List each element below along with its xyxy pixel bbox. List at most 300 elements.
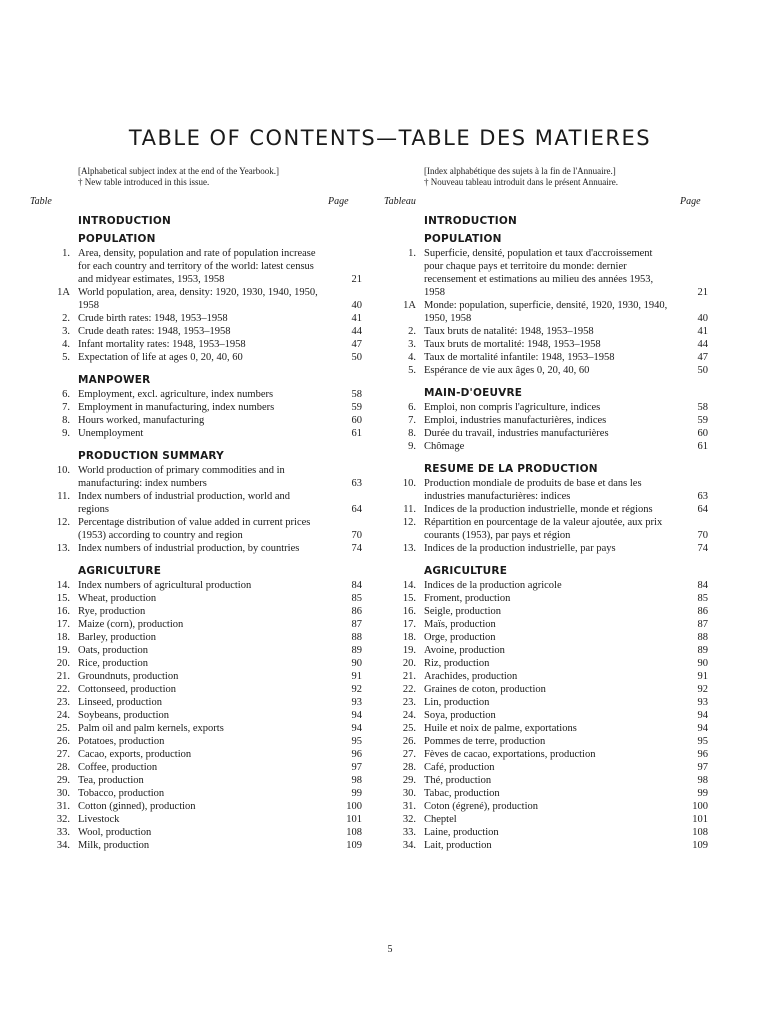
entry-number: 34. xyxy=(402,840,416,851)
toc-entry xyxy=(30,401,362,414)
entry-title: Cotton (ginned), production xyxy=(78,801,196,812)
entry-title: Unemployment xyxy=(78,428,144,439)
toc-entry xyxy=(376,542,708,555)
entry-title: Palm oil and palm kernels, exports xyxy=(78,723,224,734)
entry-number: 3. xyxy=(62,326,70,337)
entry-number: 4. xyxy=(408,352,416,363)
left-table-header: Table xyxy=(30,196,52,207)
entry-number: 27. xyxy=(402,749,416,760)
section-heading: AGRICULTURE xyxy=(78,565,162,577)
entry-number: 18. xyxy=(56,632,70,643)
toc-entry xyxy=(376,325,708,338)
entry-page: 63 xyxy=(351,478,362,489)
entry-page: 21 xyxy=(697,287,708,298)
toc-entry xyxy=(376,605,708,618)
entry-title: Wheat, production xyxy=(78,593,157,604)
toc-entry xyxy=(30,813,362,826)
section-heading: RESUME DE LA PRODUCTION xyxy=(424,463,598,475)
entry-title: Taux bruts de natalité: 1948, 1953–1958 xyxy=(424,326,594,337)
toc-entry xyxy=(376,748,708,761)
entry-page: 84 xyxy=(351,580,362,591)
entry-number: 23. xyxy=(56,697,70,708)
entry-number: 25. xyxy=(56,723,70,734)
toc-entry xyxy=(30,351,362,364)
entry-page: 59 xyxy=(351,402,362,413)
entry-number: 19. xyxy=(402,645,416,656)
entry-number: 5. xyxy=(408,365,416,376)
entry-page: 21 xyxy=(351,274,362,285)
entry-title: Livestock xyxy=(78,814,120,825)
toc-entry xyxy=(30,542,362,555)
entry-page: 85 xyxy=(351,593,362,604)
entry-page: 109 xyxy=(346,840,362,851)
entry-title: Milk, production xyxy=(78,840,150,851)
toc-entry xyxy=(30,670,362,683)
left-contents-column xyxy=(30,214,362,852)
toc-entry xyxy=(376,618,708,631)
entry-number: 22. xyxy=(402,684,416,695)
entry-page: 47 xyxy=(697,352,708,363)
entry-number: 32. xyxy=(402,814,416,825)
entry-number: 24. xyxy=(56,710,70,721)
toc-entry xyxy=(376,644,708,657)
entry-title: Cottonseed, production xyxy=(78,684,176,695)
toc-entry xyxy=(376,364,708,377)
entry-page: 40 xyxy=(697,313,708,324)
entry-page: 41 xyxy=(697,326,708,337)
toc-entry xyxy=(30,644,362,657)
toc-entry xyxy=(30,325,362,338)
entry-number: 31. xyxy=(402,801,416,812)
entry-number: 17. xyxy=(402,619,416,630)
entry-title: Rye, production xyxy=(78,606,146,617)
entry-page: 60 xyxy=(697,428,708,439)
entry-page: 86 xyxy=(351,606,362,617)
entry-number: 10. xyxy=(402,478,416,489)
entry-page: 88 xyxy=(351,632,362,643)
toc-entry xyxy=(30,605,362,618)
toc-entry xyxy=(376,401,708,414)
entry-page: 59 xyxy=(697,415,708,426)
entry-title: Barley, production xyxy=(78,632,157,643)
note-left xyxy=(78,166,358,188)
entry-title: Riz, production xyxy=(424,658,490,669)
entry-page: 93 xyxy=(351,697,362,708)
entry-page: 70 xyxy=(697,530,708,541)
entry-title: Coton (égrené), production xyxy=(424,801,539,812)
entry-title: Chômage xyxy=(424,441,465,452)
entry-title: Superficie, densité, population et taux d'accroissement pour chaque pays et territoire du monde: dernier recensement et estimations au milieu des années 1953, 1958 xyxy=(424,248,654,298)
toc-entry xyxy=(376,338,708,351)
entry-title: Maize (corn), production xyxy=(78,619,184,630)
entry-number: 13. xyxy=(56,543,70,554)
page-title: TABLE OF CONTENTS—TABLE DES MATIERES xyxy=(128,126,652,150)
entry-title: Index numbers of industrial production, world and regions xyxy=(78,491,290,515)
toc-entry xyxy=(376,516,708,542)
toc-entry xyxy=(376,477,708,503)
entry-page: 100 xyxy=(692,801,708,812)
note-right-index: [Index alphabétique des sujets à la fin de l'Annuaire.] xyxy=(424,166,616,176)
entry-page: 47 xyxy=(351,339,362,350)
entry-page: 108 xyxy=(346,827,362,838)
entry-page: 87 xyxy=(697,619,708,630)
entry-title: Soya, production xyxy=(424,710,496,721)
toc-entry xyxy=(30,427,362,440)
toc-entry xyxy=(376,247,708,299)
entry-page: 63 xyxy=(697,491,708,502)
toc-entry xyxy=(376,592,708,605)
entry-page: 98 xyxy=(351,775,362,786)
entry-title: Cacao, exports, production xyxy=(78,749,192,760)
entry-title: Groundnuts, production xyxy=(78,671,179,682)
toc-entry xyxy=(30,761,362,774)
entry-number: 7. xyxy=(62,402,70,413)
entry-page: 92 xyxy=(697,684,708,695)
toc-entry xyxy=(30,722,362,735)
entry-page: 50 xyxy=(351,352,362,363)
toc-entry xyxy=(376,800,708,813)
entry-title: Café, production xyxy=(424,762,495,773)
entry-number: 21. xyxy=(56,671,70,682)
entry-title: Monde: population, superficie, densité, 1920, 1930, 1940, 1950, 1958 xyxy=(424,300,668,324)
entry-title: Area, density, population and rate of population increase for each country and territory of the world: latest census and midyear estimates, 1953, 1958 xyxy=(78,248,316,285)
entry-title: Index numbers of industrial production, by countries xyxy=(78,543,300,554)
toc-entry xyxy=(30,618,362,631)
entry-number: 12. xyxy=(402,517,416,528)
toc-entry xyxy=(376,735,708,748)
entry-page: 96 xyxy=(697,749,708,760)
entry-page: 84 xyxy=(697,580,708,591)
section-heading: MANPOWER xyxy=(78,374,151,386)
entry-page: 44 xyxy=(351,326,362,337)
entry-page: 98 xyxy=(697,775,708,786)
toc-entry xyxy=(376,826,708,839)
entry-title: Espérance de vie aux âges 0, 20, 40, 60 xyxy=(424,365,590,376)
entry-number: 16. xyxy=(56,606,70,617)
entry-number: 29. xyxy=(56,775,70,786)
entry-page: 50 xyxy=(697,365,708,376)
entry-title: Fèves de cacao, exportations, production xyxy=(424,749,596,760)
entry-page: 90 xyxy=(697,658,708,669)
right-table-header: Tableau xyxy=(384,196,416,207)
entry-number: 4. xyxy=(62,339,70,350)
toc-entry xyxy=(30,839,362,852)
toc-entry xyxy=(30,735,362,748)
entry-number: 30. xyxy=(56,788,70,799)
toc-entry xyxy=(376,813,708,826)
entry-title: World population, area, density: 1920, 1930, 1940, 1950, 1958 xyxy=(78,287,318,311)
section-heading: AGRICULTURE xyxy=(424,565,508,577)
entry-number: 33. xyxy=(402,827,416,838)
entry-page: 61 xyxy=(697,441,708,452)
entry-page: 61 xyxy=(351,428,362,439)
entry-page: 108 xyxy=(692,827,708,838)
page-number: 5 xyxy=(387,944,393,955)
entry-number: 20. xyxy=(56,658,70,669)
section-heading: INTRODUCTION xyxy=(424,215,517,227)
entry-page: 70 xyxy=(351,530,362,541)
entry-title: Taux de mortalité infantile: 1948, 1953–1958 xyxy=(424,352,615,363)
toc-entry xyxy=(30,388,362,401)
entry-number: 26. xyxy=(402,736,416,747)
entry-number: 14. xyxy=(402,580,416,591)
entry-number: 34. xyxy=(56,840,70,851)
toc-entry xyxy=(30,709,362,722)
toc-entry xyxy=(30,247,362,286)
entry-title: Tobacco, production xyxy=(78,788,165,799)
entry-title: Employment in manufacturing, index numbers xyxy=(78,402,275,413)
entry-title: Crude birth rates: 1948, 1953–1958 xyxy=(78,313,228,324)
toc-entry xyxy=(376,709,708,722)
toc-entry xyxy=(30,579,362,592)
entry-page: 94 xyxy=(697,723,708,734)
toc-entry xyxy=(30,592,362,605)
entry-page: 87 xyxy=(351,619,362,630)
toc-entry xyxy=(30,787,362,800)
entry-title: Infant mortality rates: 1948, 1953–1958 xyxy=(78,339,246,350)
entry-number: 10. xyxy=(56,465,70,476)
entry-page: 89 xyxy=(697,645,708,656)
entry-page: 58 xyxy=(351,389,362,400)
entry-title: Maïs, production xyxy=(424,619,496,630)
entry-title: Hours worked, manufacturing xyxy=(78,415,205,426)
entry-title: Soybeans, production xyxy=(78,710,169,721)
toc-entry xyxy=(376,761,708,774)
entry-page: 90 xyxy=(351,658,362,669)
entry-title: Orge, production xyxy=(424,632,496,643)
entry-number: 24. xyxy=(402,710,416,721)
entry-title: Linseed, production xyxy=(78,697,162,708)
entry-page: 100 xyxy=(346,801,362,812)
entry-title: Seigle, production xyxy=(424,606,501,617)
entry-number: 6. xyxy=(62,389,70,400)
entry-page: 94 xyxy=(697,710,708,721)
entry-title: Coffee, production xyxy=(78,762,158,773)
entry-title: Emploi, non compris l'agriculture, indices xyxy=(424,402,601,413)
toc-entry xyxy=(376,414,708,427)
entry-page: 94 xyxy=(351,710,362,721)
entry-page: 91 xyxy=(351,671,362,682)
entry-number: 28. xyxy=(56,762,70,773)
entry-number: 13. xyxy=(402,543,416,554)
left-page-header: Page xyxy=(328,196,349,207)
toc-entry xyxy=(30,696,362,709)
entry-title: Lait, production xyxy=(424,840,492,851)
section-heading: POPULATION xyxy=(424,233,502,245)
entry-number: 9. xyxy=(62,428,70,439)
toc-entry xyxy=(30,748,362,761)
toc-entry xyxy=(30,826,362,839)
entry-page: 109 xyxy=(692,840,708,851)
entry-title: Crude death rates: 1948, 1953–1958 xyxy=(78,326,231,337)
right-page-header: Page xyxy=(680,196,701,207)
entry-number: 14. xyxy=(56,580,70,591)
entry-title: Emploi, industries manufacturières, indices xyxy=(424,415,607,426)
entry-number: 1. xyxy=(62,248,70,259)
entry-page: 97 xyxy=(351,762,362,773)
toc-entry xyxy=(376,299,708,325)
entry-title: Lin, production xyxy=(424,697,490,708)
toc-entry xyxy=(30,631,362,644)
entry-page: 92 xyxy=(351,684,362,695)
section-heading: PRODUCTION SUMMARY xyxy=(78,450,224,462)
entry-page: 74 xyxy=(351,543,362,554)
entry-title: World production of primary commodities and in manufacturing: index numbers xyxy=(78,465,285,489)
entry-title: Tea, production xyxy=(78,775,144,786)
entry-number: 33. xyxy=(56,827,70,838)
entry-page: 91 xyxy=(697,671,708,682)
entry-title: Percentage distribution of value added in current prices (1953) according to country and region xyxy=(78,517,311,541)
entry-page: 74 xyxy=(697,543,708,554)
note-right xyxy=(424,166,714,188)
entry-title: Expectation of life at ages 0, 20, 40, 60 xyxy=(78,352,243,363)
entry-title: Rice, production xyxy=(78,658,148,669)
entry-number: 5. xyxy=(62,352,70,363)
note-left-new-table: † New table introduced in this issue. xyxy=(78,177,210,187)
entry-number: 8. xyxy=(408,428,416,439)
section-heading: INTRODUCTION xyxy=(78,215,171,227)
entry-title: Employment, excl. agriculture, index numbers xyxy=(78,389,274,400)
toc-entry xyxy=(376,440,708,453)
toc-entry xyxy=(376,787,708,800)
toc-entry xyxy=(376,427,708,440)
toc-entry xyxy=(30,312,362,325)
entry-page: 64 xyxy=(697,504,708,515)
entry-title: Laine, production xyxy=(424,827,499,838)
entry-page: 94 xyxy=(351,723,362,734)
toc-entry xyxy=(30,490,362,516)
entry-page: 41 xyxy=(351,313,362,324)
entry-title: Indices de la production agricole xyxy=(424,580,562,591)
entry-page: 44 xyxy=(697,339,708,350)
entry-page: 58 xyxy=(697,402,708,413)
toc-entry xyxy=(30,338,362,351)
toc-entry xyxy=(376,774,708,787)
entry-number: 22. xyxy=(56,684,70,695)
entry-number: 27. xyxy=(56,749,70,760)
entry-number: 15. xyxy=(56,593,70,604)
entry-number: 2. xyxy=(62,313,70,324)
toc-entry xyxy=(30,516,362,542)
entry-number: 15. xyxy=(402,593,416,604)
toc-entry xyxy=(376,683,708,696)
entry-number: 23. xyxy=(402,697,416,708)
note-left-index: [Alphabetical subject index at the end of the Yearbook.] xyxy=(78,166,279,176)
toc-entry xyxy=(30,800,362,813)
entry-title: Tabac, production xyxy=(424,788,500,799)
entry-page: 88 xyxy=(697,632,708,643)
entry-page: 97 xyxy=(697,762,708,773)
toc-entry xyxy=(30,464,362,490)
entry-number: 11. xyxy=(403,504,416,515)
entry-page: 86 xyxy=(697,606,708,617)
entry-page: 85 xyxy=(697,593,708,604)
toc-entry xyxy=(376,579,708,592)
toc-entry xyxy=(30,774,362,787)
toc-entry xyxy=(376,670,708,683)
toc-entry xyxy=(30,414,362,427)
entry-number: 1A xyxy=(403,300,416,311)
toc-entry xyxy=(376,657,708,670)
entry-number: 6. xyxy=(408,402,416,413)
entry-title: Arachides, production xyxy=(424,671,518,682)
entry-title: Graines de coton, production xyxy=(424,684,546,695)
entry-number: 1. xyxy=(408,248,416,259)
entry-number: 20. xyxy=(402,658,416,669)
entry-number: 16. xyxy=(402,606,416,617)
entry-title: Durée du travail, industries manufacturières xyxy=(424,428,609,439)
entry-number: 2. xyxy=(408,326,416,337)
toc-entry xyxy=(376,351,708,364)
entry-title: Huile et noix de palme, exportations xyxy=(424,723,577,734)
entry-number: 29. xyxy=(402,775,416,786)
toc-entry xyxy=(376,503,708,516)
right-contents-column xyxy=(376,214,708,852)
entry-title: Wool, production xyxy=(78,827,152,838)
entry-title: Avoine, production xyxy=(424,645,505,656)
entry-number: 26. xyxy=(56,736,70,747)
toc-entry xyxy=(376,839,708,852)
entry-number: 21. xyxy=(402,671,416,682)
entry-number: 31. xyxy=(56,801,70,812)
entry-page: 40 xyxy=(351,300,362,311)
entry-number: 1A xyxy=(57,287,70,298)
entry-number: 12. xyxy=(56,517,70,528)
entry-title: Production mondiale de produits de base et dans les industries manufacturières: indices xyxy=(424,478,642,502)
entry-number: 28. xyxy=(402,762,416,773)
entry-number: 11. xyxy=(57,491,70,502)
entry-number: 7. xyxy=(408,415,416,426)
entry-page: 101 xyxy=(692,814,708,825)
entry-title: Pommes de terre, production xyxy=(424,736,546,747)
entry-page: 95 xyxy=(351,736,362,747)
entry-page: 95 xyxy=(697,736,708,747)
toc-entry xyxy=(30,286,362,312)
entry-number: 19. xyxy=(56,645,70,656)
entry-title: Potatoes, production xyxy=(78,736,165,747)
entry-number: 32. xyxy=(56,814,70,825)
entry-page: 60 xyxy=(351,415,362,426)
section-heading: MAIN-D'OEUVRE xyxy=(424,387,523,399)
entry-title: Cheptel xyxy=(424,814,457,825)
entry-title: Indices de la production industrielle, par pays xyxy=(424,543,616,554)
entry-page: 64 xyxy=(351,504,362,515)
entry-number: 17. xyxy=(56,619,70,630)
entry-page: 93 xyxy=(697,697,708,708)
toc-entry xyxy=(30,657,362,670)
entry-title: Index numbers of agricultural production xyxy=(78,580,252,591)
entry-page: 99 xyxy=(697,788,708,799)
entry-title: Oats, production xyxy=(78,645,148,656)
entry-title: Thé, production xyxy=(424,775,492,786)
note-right-new-table: † Nouveau tableau introduit dans le présent Annuaire. xyxy=(424,177,618,187)
toc-entry xyxy=(376,631,708,644)
entry-page: 101 xyxy=(346,814,362,825)
entry-number: 8. xyxy=(62,415,70,426)
entry-page: 99 xyxy=(351,788,362,799)
entry-number: 9. xyxy=(408,441,416,452)
entry-title: Indices de la production industrielle, monde et régions xyxy=(424,504,653,515)
toc-entry xyxy=(30,683,362,696)
toc-entry xyxy=(376,696,708,709)
toc-entry xyxy=(376,722,708,735)
entry-page: 96 xyxy=(351,749,362,760)
entry-title: Taux bruts de mortalité: 1948, 1953–1958 xyxy=(424,339,601,350)
entry-title: Froment, production xyxy=(424,593,511,604)
entry-title: Répartition en pourcentage de la valeur ajoutée, aux prix courants (1953), par pays et région xyxy=(424,517,663,541)
entry-page: 89 xyxy=(351,645,362,656)
entry-number: 25. xyxy=(402,723,416,734)
